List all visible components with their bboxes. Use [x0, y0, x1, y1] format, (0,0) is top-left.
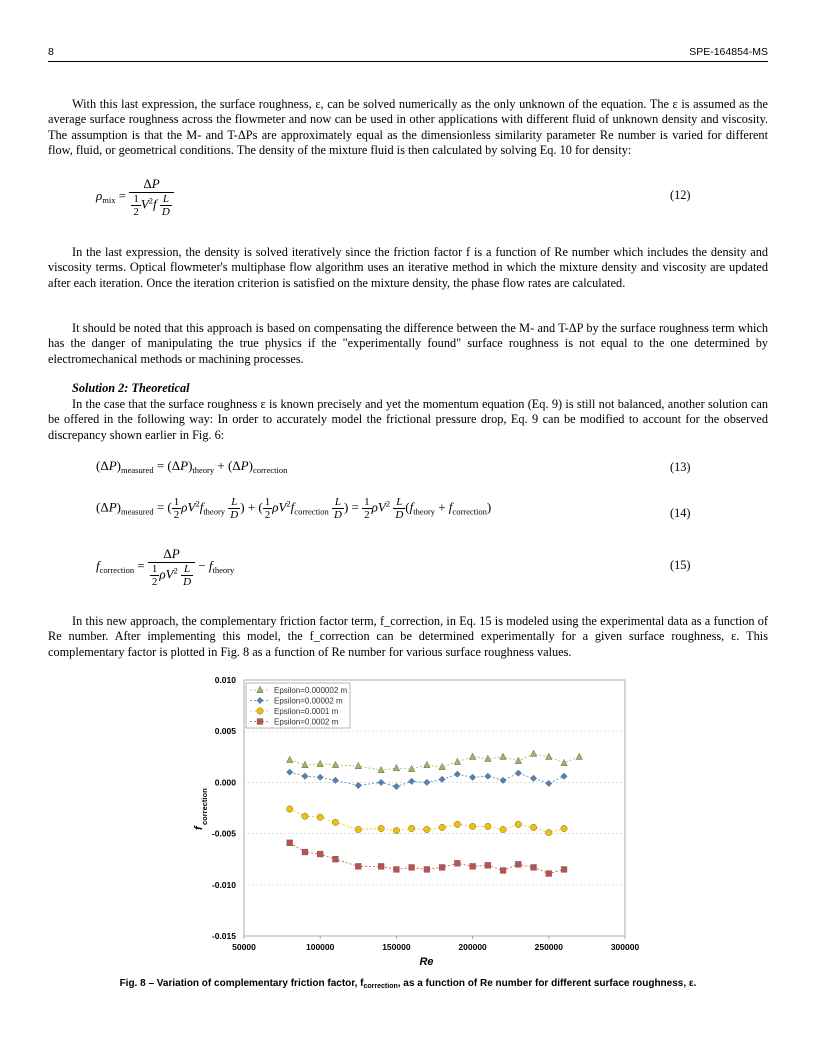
y-tick-label: -0.015 [211, 931, 236, 941]
y-tick-label: 0.005 [214, 726, 236, 737]
data-point [409, 864, 415, 870]
data-point [394, 867, 400, 873]
data-point [454, 860, 460, 866]
data-point [515, 821, 521, 827]
data-point [469, 823, 475, 829]
data-point [515, 861, 521, 867]
x-tick-label: 200000 [458, 942, 487, 952]
x-axis-label: Re [419, 956, 434, 968]
x-tick-label: 100000 [306, 942, 335, 952]
x-tick-label: 50000 [232, 942, 256, 952]
data-point [378, 863, 384, 869]
data-point [332, 819, 338, 825]
data-point [439, 864, 445, 870]
data-point [500, 826, 506, 832]
paragraph-1: With this last expression, the surface roughness, ε, can be solved numerically as the only unknown of the equation. The ε is assumed as the average surface roughness across the flowmeter and now can be used in other applications with different fluid of unknown density and viscosity. The assumption is that the M- and T-ΔPs are approximately equal as the dimensionless similarity parameter Re number is varied for different flow, fluid, or geometrical conditions. The density of the mixture fluid is then calculated by solving Eq. 10 for density: [48, 97, 768, 158]
paragraph-4: In the case that the surface roughness ε is known precisely and yet the momentum equation (Eq. 9) is still not balanced, another solution can be offered in the following way: In order to accurately model the frictional pressure drop, Eq. 9 can be modified to account for the observed discrepancy shown earlier in Fig. 6: [48, 397, 768, 442]
legend-label: Epsilon=0.00002 m [274, 696, 343, 706]
x-tick-label: 250000 [534, 942, 563, 952]
data-point [317, 851, 323, 857]
legend-label: Epsilon=0.0002 m [274, 717, 339, 727]
equation-14: $(\Delta P)_{measured}$ = ( $\frac{1}{2}$ $\rho V^2f_{theory}$ $\frac{L}{D}$ ) + ( $\frac{1}{2}$ $\rho V^2f_{correction}$ $\frac{L}{D}$ ) = $\frac{1}{2}$ $\rho V^2$ $\frac{L}{D}$ $(f_{theory} + f_{correction})$ [96, 496, 492, 521]
equation-15: $f_{correction}$ = ΔP $\frac{1}{2}$ $\rho V^2$ $\frac{L}{D}$ − $f_{theory}$ [96, 546, 235, 588]
paragraph-3: It should be noted that this approach is based on compensating the difference between the M- and T-ΔP by the surface roughness term which has the danger of manipulating the true physics if the "experimentally found" surface roughness is not equal to the one determined by electromechanical methods or machining processes. [48, 321, 768, 366]
paragraph-5: In this new approach, the complementary friction factor term, f_correction, in Eq. 15 is modeled using the experimental data as a function of Re number. After implementing this model, the f_correction can be determined experimentally for a given surface roughness, ε. This complementary factor is plotted in Fig. 8 as a function of Re number for various surface roughness values. [48, 614, 768, 659]
equation-14-number: (14) [670, 506, 691, 520]
caption-suffix: , as a function of Re number for different surface roughness, ε. [397, 978, 697, 989]
legend-marker [257, 719, 263, 725]
data-point [302, 849, 308, 855]
legend-marker [257, 708, 263, 714]
data-point [317, 814, 323, 820]
data-point [333, 856, 339, 862]
data-point [531, 864, 537, 870]
data-point [546, 829, 552, 835]
paragraph-2: In the last expression, the density is solved iteratively since the friction factor f is a function of Re number which includes the density and viscosity terms. Optical flowmeter's multiphase flow algorithm uses an iterative method in which the mixture density and viscosity are updated after each iteration. Once the iteration criterion is satisfied on the mixture density, the phase flow rates are calculated. [48, 245, 768, 290]
y-tick-label: -0.010 [211, 879, 236, 890]
friction-factor-chart [190, 670, 640, 975]
x-tick-label: 300000 [610, 942, 640, 952]
caption-subscript: correction [363, 983, 398, 990]
y-axis-label [193, 788, 209, 830]
data-point [530, 824, 536, 830]
data-point [355, 863, 361, 869]
equation-13: $(\Delta P)_{measured} = (\Delta P)_{theory} + (\Delta P)_{correction}$ [96, 458, 288, 475]
legend-label: Epsilon=0.0001 m [274, 707, 339, 716]
y-axis-label-sub: correction [200, 788, 209, 825]
equation-12: $\rho_{mix}$ = ΔP $\frac{1}{2}$ $V^2f$ $\frac{L}{D}$ [96, 176, 174, 218]
data-point [561, 867, 567, 873]
page-number: 8 [48, 46, 54, 58]
data-point [439, 824, 445, 830]
equation-13-number: (13) [670, 460, 691, 474]
data-point [470, 863, 476, 869]
y-axis-label-main: f [193, 826, 205, 830]
y-tick-label: -0.005 [211, 828, 236, 839]
data-point [378, 825, 384, 831]
data-point [424, 867, 430, 873]
data-point [287, 806, 293, 812]
data-point [302, 813, 308, 819]
data-point [454, 821, 460, 827]
data-point [561, 825, 567, 831]
data-point [424, 826, 430, 832]
data-point [393, 827, 399, 833]
legend-label: Epsilon=0.000002 m [274, 686, 348, 695]
data-point [500, 868, 506, 874]
x-tick-label: 150000 [382, 942, 411, 952]
header-rule [48, 61, 768, 62]
data-point [287, 840, 293, 846]
y-tick-label: 0.010 [214, 675, 236, 685]
paper-id: SPE-164854-MS [689, 46, 768, 58]
data-point [408, 825, 414, 831]
figure-caption [0, 978, 816, 990]
y-tick-label: 0.000 [214, 777, 236, 788]
data-point [485, 862, 491, 868]
equation-12-number: (12) [670, 188, 691, 202]
caption-prefix: Fig. 8 – Variation of complementary friction factor, f [119, 978, 364, 989]
equation-15-number: (15) [670, 558, 691, 572]
data-point [485, 823, 491, 829]
section-heading: Solution 2: Theoretical [72, 381, 190, 395]
data-point [546, 871, 552, 877]
data-point [355, 826, 361, 832]
